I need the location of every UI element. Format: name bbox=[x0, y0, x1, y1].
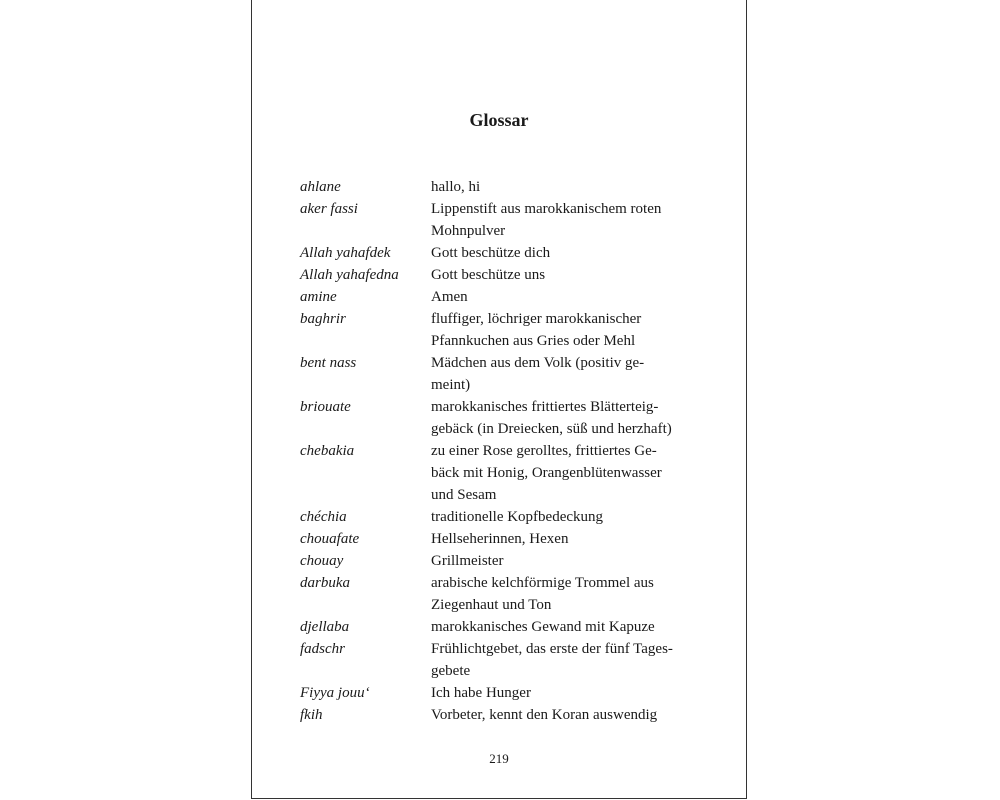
glossary-entry bbox=[300, 572, 720, 616]
glossary-entry bbox=[300, 264, 720, 286]
glossary-definition bbox=[431, 308, 720, 352]
glossary-term: Allah yahafedna bbox=[300, 267, 399, 283]
definition-line: fluffiger, löchriger marokkanischer bbox=[431, 311, 642, 327]
glossary-term: aker fassi bbox=[300, 201, 358, 217]
glossary-term: chéchia bbox=[300, 509, 347, 525]
glossary-definition bbox=[431, 616, 720, 638]
glossary-definition bbox=[431, 440, 720, 506]
glossary-term: bent nass bbox=[300, 355, 357, 371]
definition-line: Vorbeter, kennt den Koran auswendig bbox=[431, 707, 658, 723]
glossary-definition bbox=[431, 176, 720, 198]
glossary-term: chouay bbox=[300, 553, 344, 569]
glossary-definition bbox=[431, 572, 720, 616]
glossary-term: briouate bbox=[300, 399, 351, 415]
glossary-entry bbox=[300, 550, 720, 572]
definition-line: gebäck (in Dreiecken, süß und herzhaft) bbox=[431, 421, 672, 437]
glossary-definition bbox=[431, 638, 720, 682]
glossary-entry bbox=[300, 396, 720, 440]
definition-line: marokkanisches Gewand mit Kapuze bbox=[431, 619, 655, 635]
glossary-entry bbox=[300, 616, 720, 638]
definition-line: Frühlichtgebet, das erste der fünf Tages- bbox=[431, 641, 673, 657]
definition-line: zu einer Rose gerolltes, frittiertes Ge- bbox=[431, 443, 657, 459]
definition-line: hallo, hi bbox=[431, 179, 481, 195]
glossary-term: fkih bbox=[300, 707, 323, 723]
definition-line: gebete bbox=[431, 663, 471, 679]
glossary-term: chouafate bbox=[300, 531, 360, 547]
glossary-entry bbox=[300, 352, 720, 396]
glossary-entry bbox=[300, 506, 720, 528]
definition-line: traditionelle Kopfbedeckung bbox=[431, 509, 604, 525]
definition-line: und Sesam bbox=[431, 487, 497, 503]
glossary-entry bbox=[300, 198, 720, 242]
glossary-definition bbox=[431, 550, 720, 572]
glossary-entry bbox=[300, 242, 720, 264]
glossary-definition bbox=[431, 352, 720, 396]
glossary-term: Allah yahafdek bbox=[300, 245, 391, 261]
definition-line: Mohnpulver bbox=[431, 223, 506, 239]
book-page bbox=[251, 0, 747, 799]
glossary-entry bbox=[300, 704, 720, 726]
glossary-definition bbox=[431, 682, 720, 704]
glossary-term: ahlane bbox=[300, 179, 341, 195]
definition-line: Hellseherinnen, Hexen bbox=[431, 531, 569, 547]
glossary-entry bbox=[300, 440, 720, 506]
definition-line: meint) bbox=[431, 377, 471, 393]
definition-line: Amen bbox=[431, 289, 468, 305]
glossary-definition bbox=[431, 264, 720, 286]
glossary-entry bbox=[300, 638, 720, 682]
glossary-definition bbox=[431, 704, 720, 726]
glossary-term: chebakia bbox=[300, 443, 355, 459]
glossary-definition bbox=[431, 198, 720, 242]
glossary-entry bbox=[300, 286, 720, 308]
glossary-term: fadschr bbox=[300, 641, 345, 657]
definition-line: Gott beschütze dich bbox=[431, 245, 551, 261]
glossary-term: djellaba bbox=[300, 619, 350, 635]
definition-line: Pfannkuchen aus Gries oder Mehl bbox=[431, 333, 636, 349]
glossary-definition bbox=[431, 506, 720, 528]
definition-line: Ich habe Hunger bbox=[431, 685, 531, 701]
glossary-term: amine bbox=[300, 289, 337, 305]
glossary-term: darbuka bbox=[300, 575, 350, 591]
glossary-entry bbox=[300, 682, 720, 704]
glossary-definition bbox=[431, 286, 720, 308]
glossary-definition bbox=[431, 396, 720, 440]
definition-line: bäck mit Honig, Orangenblütenwasser bbox=[431, 465, 662, 481]
definition-line: Mädchen aus dem Volk (positiv ge- bbox=[431, 355, 645, 371]
page-number: 219 bbox=[489, 751, 509, 766]
glossary-definition bbox=[431, 528, 720, 550]
definition-line: Ziegenhaut und Ton bbox=[431, 597, 552, 613]
glossary-entry bbox=[300, 308, 720, 352]
glossary-term: Fiyya jouu‘ bbox=[300, 685, 370, 701]
glossary-term: baghrir bbox=[300, 311, 346, 327]
glossary-definition bbox=[431, 242, 720, 264]
glossary-list bbox=[300, 176, 720, 726]
definition-line: marokkanisches frittiertes Blätterteig- bbox=[431, 399, 659, 415]
definition-line: Grillmeister bbox=[431, 553, 504, 569]
definition-line: Lippenstift aus marokkanischem roten bbox=[431, 201, 662, 217]
glossary-entry bbox=[300, 528, 720, 550]
glossary-entry bbox=[300, 176, 720, 198]
definition-line: Gott beschütze uns bbox=[431, 267, 546, 283]
definition-line: arabische kelchförmige Trommel aus bbox=[431, 575, 654, 591]
page-title: Glossar bbox=[469, 110, 529, 130]
